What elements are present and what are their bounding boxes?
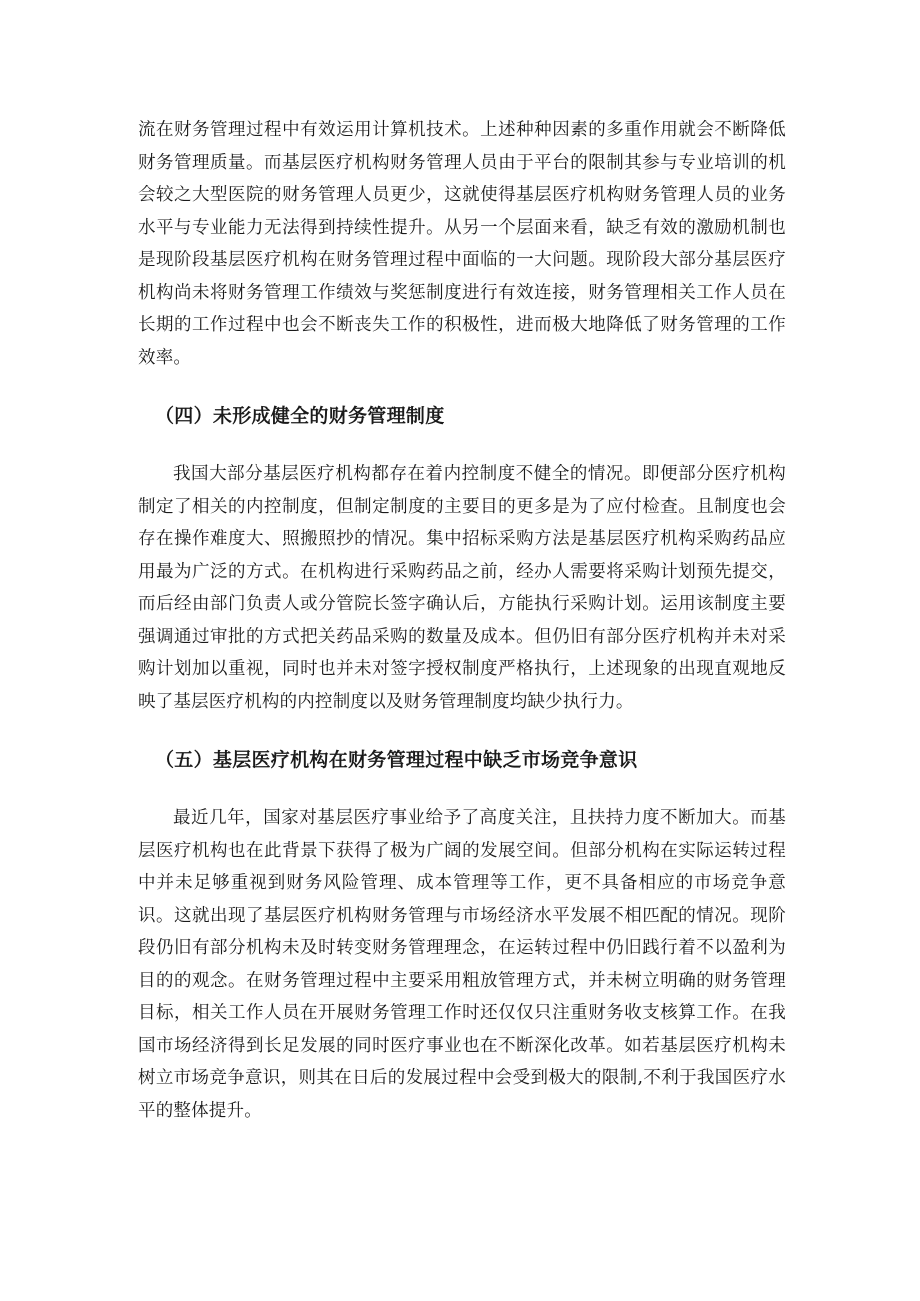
spacer: [138, 432, 786, 458]
paragraph-market-competition: 最近几年，国家对基层医疗事业给予了高度关注，且扶持力度不断加大。而基层医疗机构也在此背景下获得了极为广阔的发展空间。但部分机构在实际运转过程中并未足够重视到财务风险管理、成本管理等工作，更不具备相应的市场竞争意识。这就出现了基层医疗机构财务管理与市场经济水平发展不相匹配的情况。现阶段仍旧有部分机构未及时转变财务管理理念，在运转过程中仍旧践行着不以盈利为目的的观念。在财务管理过程中主要采用粗放管理方式，并未树立明确的财务管理目标，相关工作人员在开展财务管理工作时还仅仅只注重财务收支核算工作。在我国市场经济得到长足发展的同时医疗事业也在不断深化改革。如若基层医疗机构未树立市场竞争意识，则其在日后的发展过程中会受到极大的限制,不利于我国医疗水平的整体提升。: [138, 808, 786, 1121]
document-body: [138, 114, 786, 1127]
section-heading-4: （四）未形成健全的财务管理制度: [155, 405, 445, 427]
section-heading-5: （五）基层医疗机构在财务管理过程中缺乏市场竞争意识: [155, 749, 638, 771]
paragraph-continued-staff-training: 流在财务管理过程中有效运用计算机技术。上述种种因素的多重作用就会不断降低财务管理质量。而基层医疗机构财务管理人员由于平台的限制其参与专业培训的机会较之大型医院的财务管理人员更少，这就使得基层医疗机构财务管理人员的业务水平与专业能力无法得到持续性提升。从另一个层面来看，缺乏有效的激励机制也是现阶段基层医疗机构在财务管理过程中面临的一大问题。现阶段大部分基层医疗机构尚未将财务管理工作绩效与奖惩制度进行有效连接，财务管理相关工作人员在长期的工作过程中也会不断丧失工作的积极性，进而极大地降低了财务管理的工作效率。: [138, 120, 786, 368]
paragraph-internal-control: 我国大部分基层医疗机构都存在着内控制度不健全的情况。即便部分医疗机构制定了相关的内控制度，但制定制度的主要目的更多是为了应付检查。且制度也会存在操作难度大、照搬照抄的情况。集中招标采购方法是基层医疗机构采购药品应用最为广泛的方式。在机构进行采购药品之前，经办人需要将采购计划预先提交，而后经由部门负责人或分管院长签字确认后，方能执行采购计划。运用该制度主要强调通过审批的方式把关药品采购的数量及成本。但仍旧有部分医疗机构并未对采购计划加以重视，同时也并未对签字授权制度严格执行，上述现象的出现直观地反映了基层医疗机构的内控制度以及财务管理制度均缺少执行力。: [138, 464, 786, 712]
spacer: [138, 718, 786, 744]
spacer: [138, 374, 786, 400]
spacer: [138, 776, 786, 802]
